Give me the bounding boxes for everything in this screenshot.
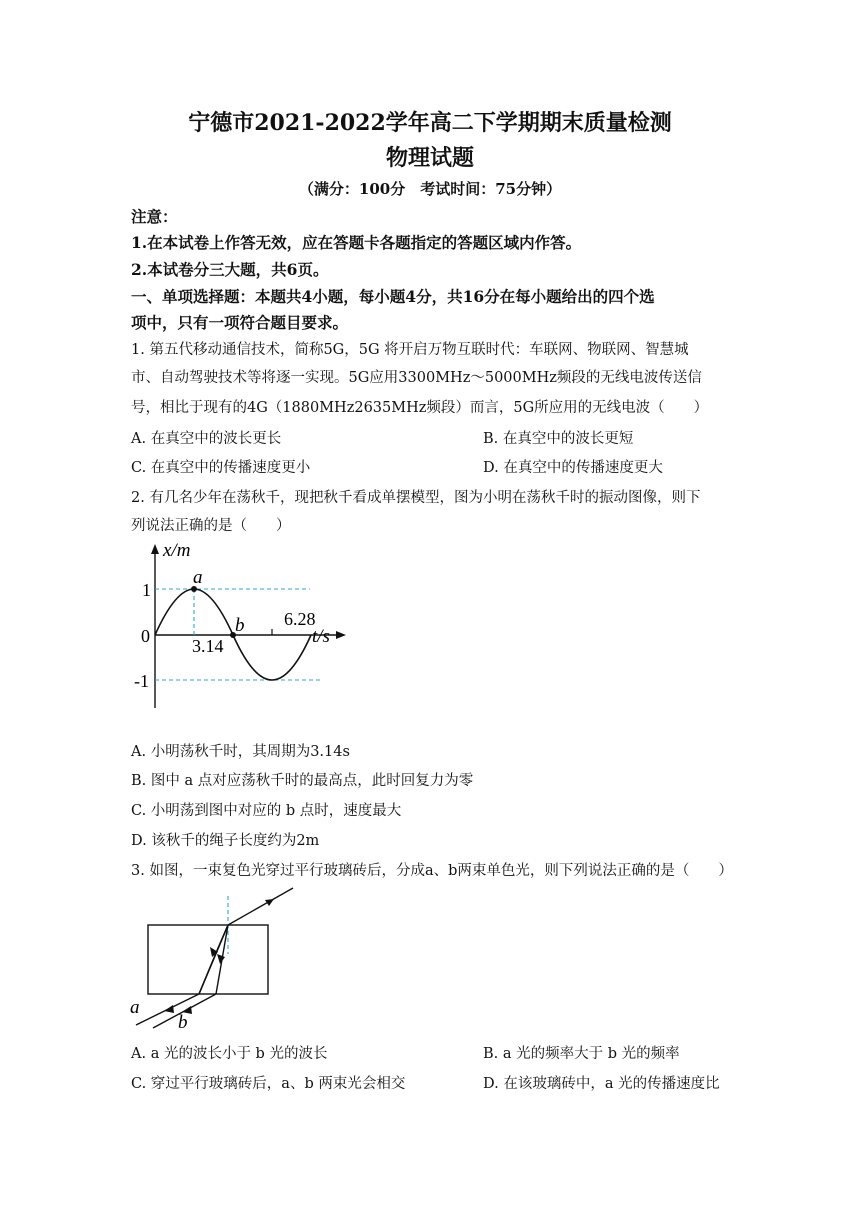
notice-heading: 注意：: [131, 207, 178, 226]
exam-title: 宁德市2021-2022学年高二下学期期末质量检测: [188, 110, 672, 136]
y-axis-label: x/m: [163, 540, 191, 561]
point-a-label: a: [193, 567, 203, 588]
oscillation-graph: [130, 538, 370, 718]
x-axis-label: t/s: [312, 626, 330, 647]
point-b-label: b: [235, 615, 245, 636]
inside-arrow-a: [210, 947, 218, 957]
q2-line1: 2. 有几名少年在荡秋千，现把秋千看成单摆模型，图为小明在荡秋千时的振动图像，则下: [131, 490, 701, 506]
y-tick-minus-1: -1: [134, 671, 149, 691]
q2-option-a[interactable]: A. 小明荡秋千时，其周期为3.14s: [131, 744, 350, 760]
q1-option-a[interactable]: A. 在真空中的波长更长: [131, 431, 282, 447]
y-tick-1: 1: [142, 580, 151, 600]
q3-option-c[interactable]: C. 穿过平行玻璃砖后，a、b 两束光会相交: [131, 1076, 406, 1092]
q1-option-c[interactable]: C. 在真空中的传播速度更小: [131, 460, 311, 476]
y-axis: [151, 544, 159, 708]
ray-label-b: b: [178, 1012, 188, 1032]
q1-line1: 1. 第五代移动通信技术，简称5G，5G 将开启万物互联时代：车联网、物联网、智慧城: [131, 342, 689, 358]
q1-option-b[interactable]: B. 在真空中的波长更短: [483, 431, 634, 447]
ray-a-path-2: [199, 925, 228, 994]
glass-slab: [148, 925, 268, 994]
glass-slab-figure: [128, 882, 308, 1032]
origin-label: 0: [141, 626, 150, 646]
exam-subtitle: 物理试题: [385, 145, 474, 171]
q3-option-b[interactable]: B. a 光的频率大于 b 光的频率: [483, 1046, 680, 1062]
notice-item-2: 2.本试卷分三大题，共6页。: [131, 260, 329, 279]
incident-ray: [228, 888, 293, 925]
q1-line2: 市、自动驾驶技术等将逐一实现。5G应用3300MHz～5000MHz频段的无线电波传送信: [131, 370, 702, 386]
x-tick-6-28: 6.28: [284, 609, 316, 629]
q1-option-d[interactable]: D. 在真空中的传播速度更大: [483, 460, 663, 476]
q2-option-c[interactable]: C. 小明荡到图中对应的 b 点时，速度最大: [131, 803, 402, 819]
q2-line2: 列说法正确的是（ ）: [131, 518, 291, 534]
q1-line3: 号，相比于现有的4G（1880MHz2635MHz频段）而言，5G所应用的无线电波（ ）: [131, 400, 709, 416]
q3-option-d[interactable]: D. 在该玻璃砖中，a 光的传播速度比: [483, 1076, 720, 1092]
q3-line1: 3. 如图，一束复色光穿过平行玻璃砖后，分成a、b两束单色光，则下列说法正确的是（ ）: [131, 863, 733, 879]
inside-arrow-b: [217, 954, 225, 964]
q2-option-d[interactable]: D. 该秋千的绳子长度约为2m: [131, 833, 320, 849]
section-heading-line1: 一、单项选择题：本题共4小题，每小题4分，共16分在每小题给出的四个选: [131, 287, 655, 306]
arrow-a-out: [164, 1005, 174, 1013]
exam-meta: （满分：100分 考试时间：75分钟）: [298, 180, 562, 198]
x-tick-3-14: 3.14: [192, 636, 224, 656]
notice-item-1: 1.在本试卷上作答无效，应在答题卡各题指定的答题区域内作答。: [131, 233, 582, 252]
section-heading-line2: 项中，只有一项符合题目要求。: [131, 313, 349, 332]
ray-label-a: a: [130, 997, 140, 1018]
q3-option-a[interactable]: A. a 光的波长小于 b 光的波长: [131, 1046, 328, 1062]
q2-option-b[interactable]: B. 图中 a 点对应荡秋千时的最高点，此时回复力为零: [131, 773, 474, 789]
